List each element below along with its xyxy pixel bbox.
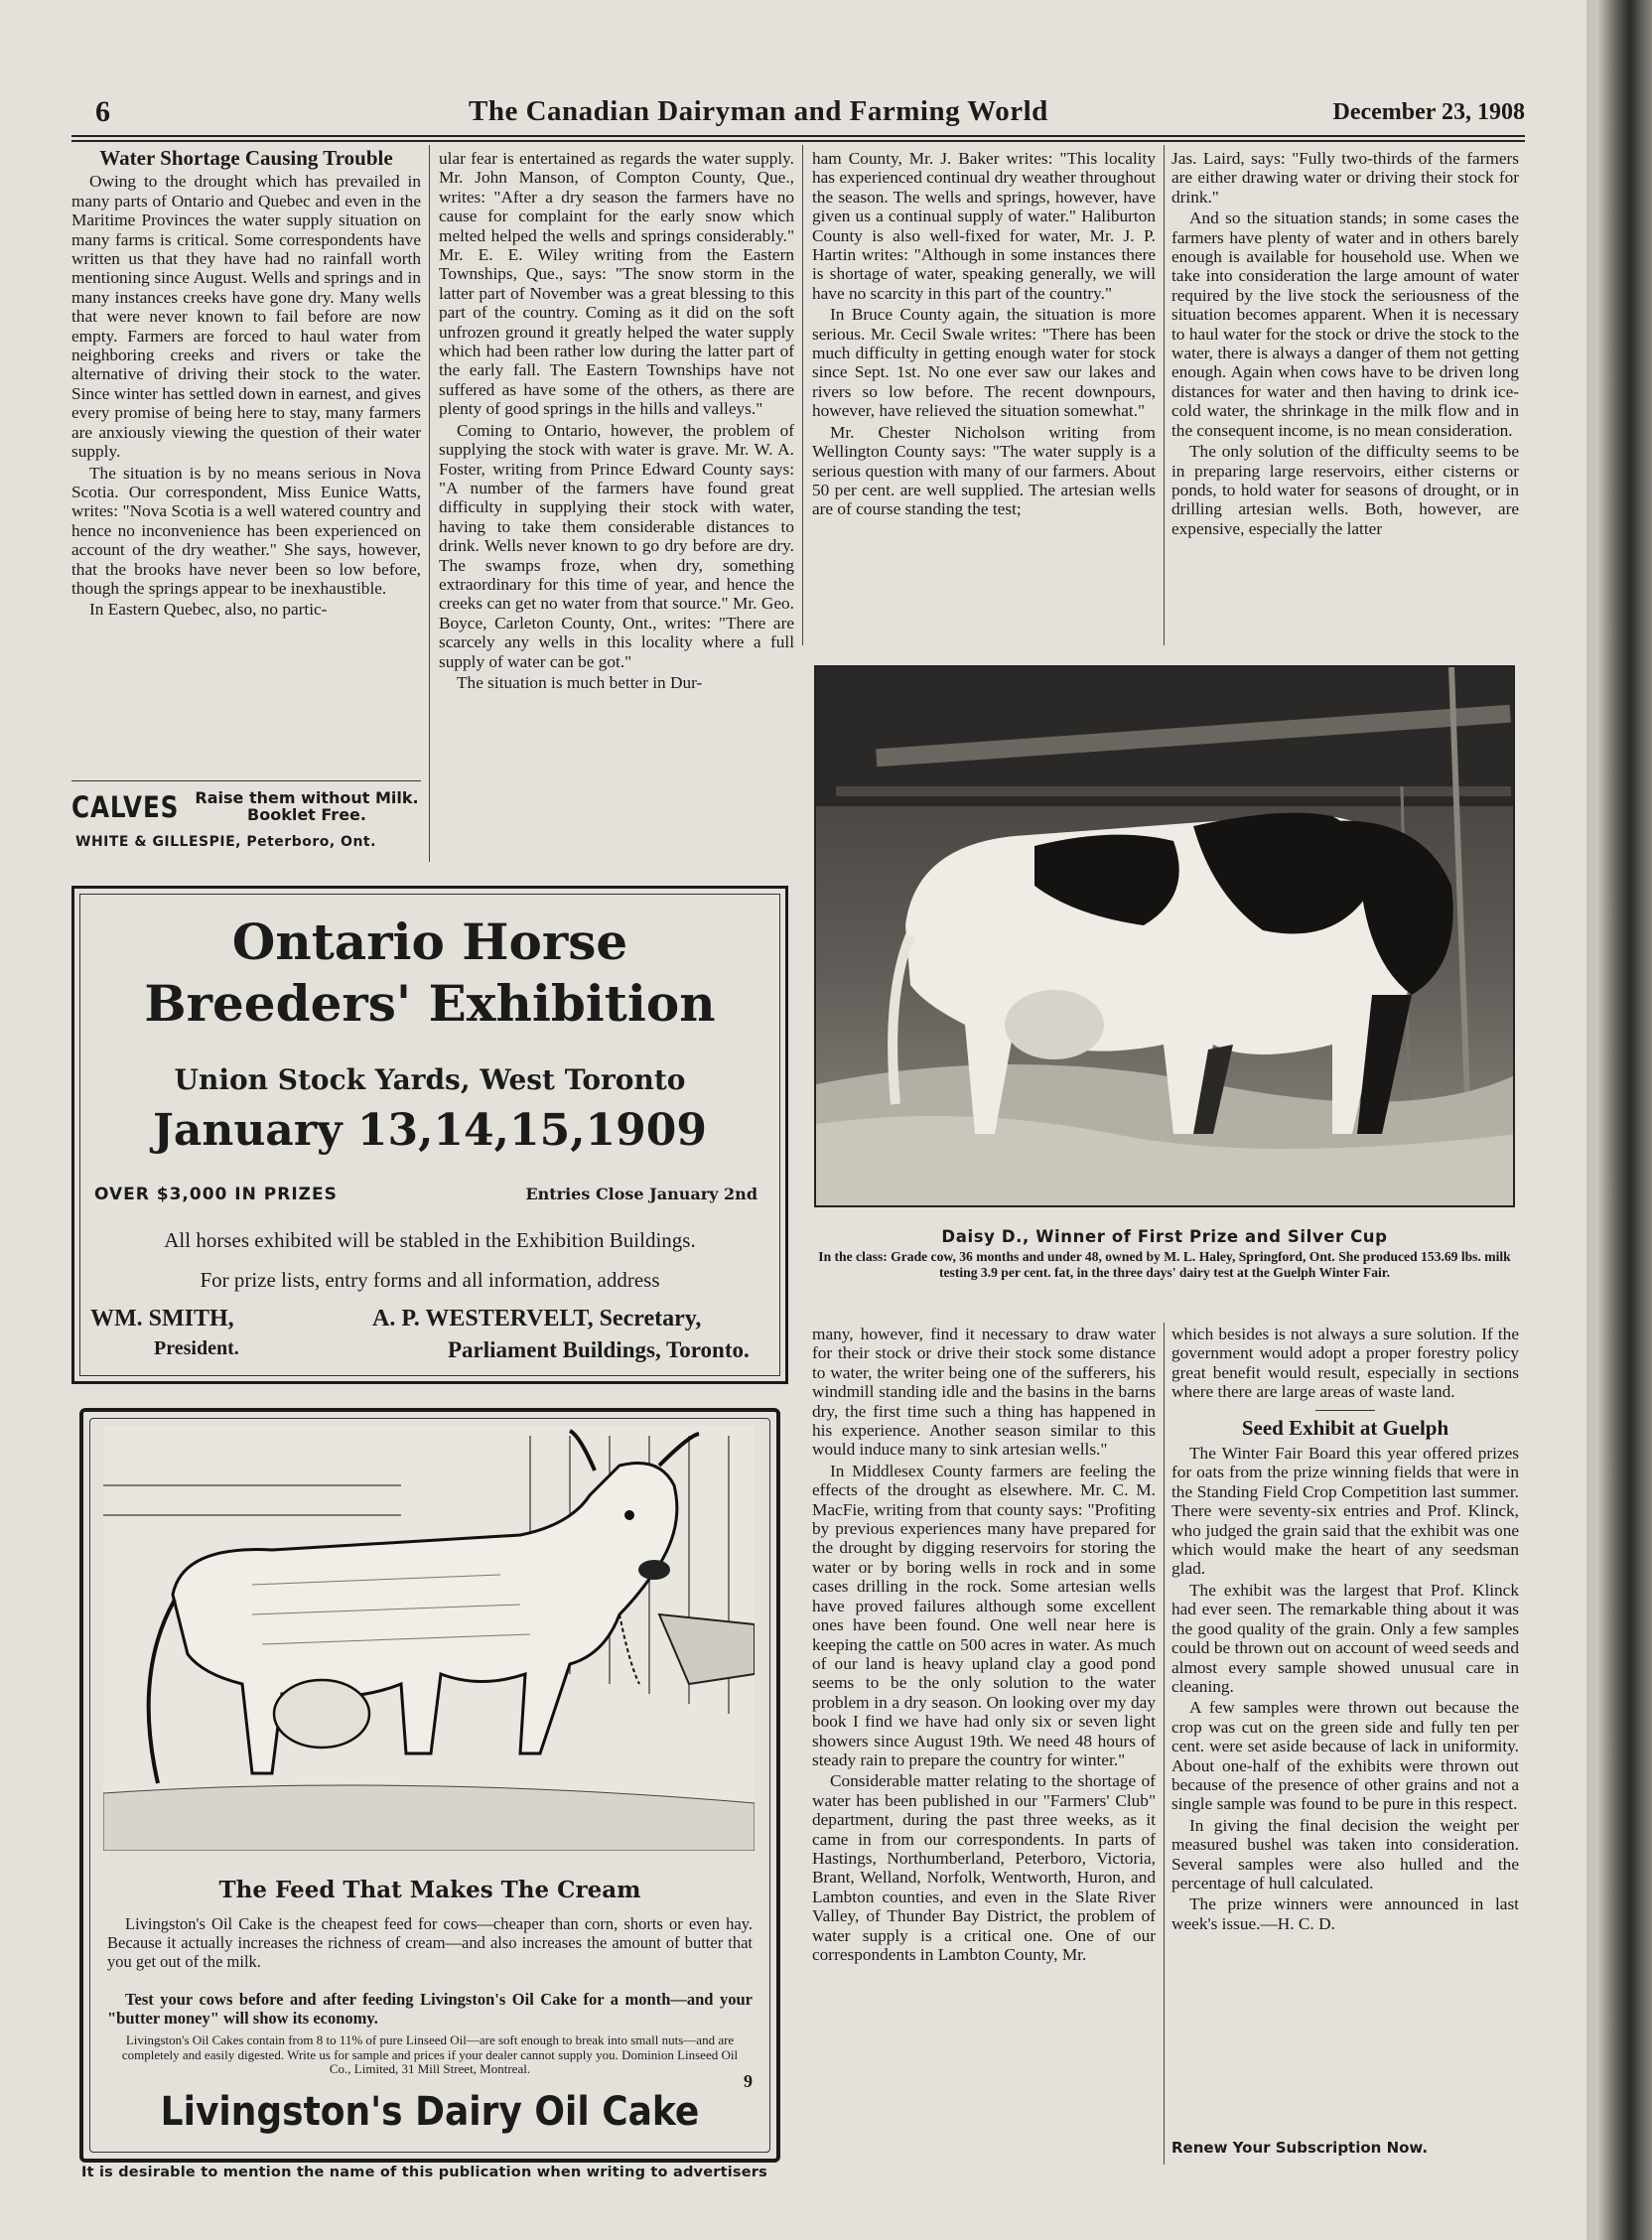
- divider: [71, 780, 421, 781]
- calves-address: WHITE & GILLESPIE, Peterboro, Ont.: [75, 834, 376, 850]
- column-rule: [1164, 145, 1165, 645]
- photo-caption-text: In the class: Grade cow, 36 months and under 48, owned by M. L. Haley, Springford, Ont. She produced 153.69 lbs. milk testing 3.9 per cent. fat, in the three days' dairy test at the Guelph Winter Fair.: [818, 1249, 1511, 1280]
- column-rule: [802, 145, 803, 645]
- column-rule: [429, 145, 430, 862]
- page-header: [95, 91, 1525, 131]
- article-headline: Water Shortage Causing Trouble: [99, 146, 393, 170]
- divider: [1315, 1410, 1375, 1411]
- livingston-oil-cake-ad: [79, 1408, 780, 2163]
- renew-subscription-note: Renew Your Subscription Now.: [1171, 2139, 1429, 2157]
- paragraph: Mr. Chester Nicholson writing from Wellington County says: "The water supply is a serious question with many of our farmers. About 50 per cent. are well supplied. The artesian wells are of course standing the test;: [812, 422, 1156, 519]
- calves-brand: CALVES: [71, 790, 180, 824]
- paragraph: many, however, find it necessary to draw water for their stock or drive their stock some distance to water, the writer being one of the sufferers, his windmill standing idle and the basins in the barns dry, the first time such a thing has happened in his experience. Another season similar to this would induce many to sink artesian wells.": [812, 1325, 1156, 1460]
- ad-stabled-note: All horses exhibited will be stabled in the Exhibition Buildings.: [164, 1228, 696, 1252]
- paragraph: Considerable matter relating to the shortage of water has been published in our "Farmers' Club" department, during the past three weeks, as it came in from our correspondents. In parts of Hastings, Northumberland, Peterboro, Victoria, Brant, Welland, Norfolk, Wentworth, Huron, and Lambton counties, and even in the Slate River Valley, of Thunder Bay District, the problem of water supply is a critical one. One of our correspondents in Lambton County, Mr.: [812, 1771, 1156, 1964]
- cow-photograph: [814, 665, 1515, 1207]
- cow-illustration: [103, 1426, 755, 1851]
- ad-number: 9: [744, 2071, 753, 2091]
- ad-paragraph-1: Livingston's Oil Cake is the cheapest feed for cows—cheaper than corn, shorts or even hay. Because it actually increases the richness of cream—and also increases the amount of butter that you get out of the milk.: [107, 1914, 753, 1971]
- article-column-3: [812, 149, 1156, 521]
- article-column-2: [439, 149, 794, 694]
- paragraph: In Eastern Quebec, also, no partic-: [89, 600, 328, 620]
- paragraph: The only solution of the difficulty seems to be in preparing large reservoirs, either cisterns or ponds, to hold water for seasons of drought, or in drilling artesian wells. Both, however, are expensive, especially the latter: [1171, 442, 1519, 538]
- ad-title-line-2: Breeders' Exhibition: [144, 974, 716, 1033]
- ad-secretary-name: A. P. WESTERVELT, Secretary,: [372, 1306, 702, 1331]
- ad-brand: Livingston's Dairy Oil Cake: [160, 2089, 700, 2135]
- ad-president-role: President.: [154, 1337, 239, 1359]
- ad-slogan: The Feed That Makes The Cream: [218, 1877, 641, 1903]
- article-column-4: [1171, 149, 1519, 540]
- paragraph: And so the situation stands; in some cases the farmers have plenty of water and in others barely enough is available for household use. When we take into consideration the large amount of water required by the live stock the seriousness of the situation becomes apparent. When it is necessary to haul water for the stock or drive the stock to the water, there is always a danger of them not getting enough. Again when cows have to be driven long distances for water and then having to drink ice-cold water, the shrinkage in the milk flow and in the consequent income, is no mean consideration.: [1171, 209, 1519, 440]
- header-rule: [71, 140, 1525, 142]
- photo-caption-title: Daisy D., Winner of First Prize and Silver Cup: [941, 1227, 1388, 1246]
- calves-tagline: Raise them without Milk. Booklet Free.: [195, 788, 419, 824]
- page-number: 6: [95, 95, 110, 128]
- paragraph: The situation is much better in Dur-: [457, 672, 703, 692]
- paragraph: A few samples were thrown out because the crop was cut on the green side and fully ten per cent. were set aside because of lack in uniformity. About one-half of the exhibits were thrown out because of the presence of other grains and not a single sample was found to be pure in this respect.: [1171, 1698, 1519, 1814]
- paragraph: Owing to the drought which has prevailed in many parts of Ontario and Quebec and even in the Maritime Provinces the water supply situation on many farms is critical. Some correspondents have written us that they have had no rainfall worth mentioning since August. Wells and springs and in many instances creeks have gone dry. Many wells that were never known to fail before are now empty. Farmers are forced to haul water from neighboring creeks and rivers or take the alternative of driving their stock to the water. Since winter has settled down in earnest, and gives every promise of being here to stay, many farmers are anxiously viewing the question of their water supply.: [71, 172, 421, 462]
- paragraph: The situation is by no means serious in Nova Scotia. Our correspondent, Miss Eunice Watts, writes: "Nova Scotia is a well watered country and hence no inconvenience has been experienced on account of the dry weather." She says, however, that the brooks have never been so low before, though the springs appear to be inexhaustible.: [71, 463, 421, 598]
- article-column-1: [71, 146, 421, 622]
- header-rule: [71, 135, 1525, 137]
- ad-secretary-address: Parliament Buildings, Toronto.: [448, 1337, 750, 1362]
- article-column-3-continued: [812, 1325, 1156, 1966]
- paragraph: The exhibit was the largest that Prof. Klinck had ever seen. The remarkable thing about it was the good quality of the grain. Only a few samples could be thrown out on account of weed seeds and almost every sample showed unusual care in cleaning.: [1171, 1580, 1519, 1696]
- ad-president-name: WM. SMITH,: [90, 1306, 234, 1331]
- calves-ad: [71, 784, 421, 860]
- paragraph: Coming to Ontario, however, the problem of supplying the stock with water is grave. Mr. W. A. Foster, writing from Prince Edward County says: "A number of the farmers have found great difficulty in supplying their stock with water, having to take them considerable distances to drink. Wells never known to go dry before are dry. The swamps froze, when dry, something extraordinary for this time of year, and hence the creeks can get no water from that source." Mr. Geo. Boyce, Carleton County, Ont., writes: "There are scarcely any wells in this locality where a full supply of water can be got.": [439, 420, 794, 671]
- advertiser-footnote: It is desirable to mention the name of this publication when writing to advertisers: [81, 2165, 767, 2180]
- ad-venue: Union Stock Yards, West Toronto: [174, 1063, 686, 1096]
- paragraph: In Bruce County again, the situation is more serious. Mr. Cecil Swale writes: "There has been much difficulty in getting enough water for stock since Sept. 1st. No one ever saw our lakes and rivers so low before. The recent downpours, however, have relieved the situation somewhat.": [812, 305, 1156, 421]
- issue-date: December 23, 1908: [1332, 99, 1525, 125]
- seed-exhibit-headline: Seed Exhibit at Guelph: [1241, 1415, 1449, 1440]
- ad-title-line-1: Ontario Horse: [231, 912, 628, 971]
- ad-fine-print: Livingston's Oil Cakes contain from 8 to 11% of pure Linseed Oil—are soft enough to break into small nuts—and are completely and easily digested. Write us for sample and prices if your dealer cannot supply you. Dominion Linseed Oil Co., Limited, 31 Mill Street, Montreal.: [121, 2032, 739, 2076]
- ad-info-note: For prize lists, entry forms and all information, address: [200, 1268, 660, 1292]
- paragraph: In Middlesex County farmers are feeling the effects of the drought as elsewhere. Mr. C. M. MacFie, writing from that county says: "Profiting by previous experiences many have prepared for the drought by digging reservoirs for storing the water or by boring wells in rock and in some cases drilling in the rock. Some artesian wells have proved failures although some excellent ones have been found. One well near here is keeping the cattle on 500 acres in water. As much of our land is heavy upland clay a good pond seems to be the only solution to the water problem in a dry season. On looking over my day book I find we have had only six or seven light showers since August 19th. We need 48 hours of steady rain to prepare the country for winter.": [812, 1461, 1156, 1769]
- ad-prizes: OVER $3,000 IN PRIZES: [94, 1185, 338, 1204]
- cow-photo-image: [816, 667, 1515, 1207]
- paragraph: Jas. Laird, says: "Fully two-thirds of the farmers are either drawing water or driving their stock for drink.": [1171, 149, 1519, 207]
- horse-exhibition-ad: [71, 886, 788, 1384]
- ad-dates: January 13,14,15,1909: [153, 1105, 707, 1156]
- paragraph: ular fear is entertained as regards the water supply. Mr. John Manson, of Compton County, Que., writes: "After a dry season the farmers have no cause for complaint for the early snow which melted helped the wells and springs considerably." Mr. E. E. Wiley writing from the Eastern Townships, Que., says: "The snow storm in the latter part of November was a great blessing to this part of the country. Coming as it did on the soft unfrozen ground it greatly helped the water supply which had been rather low during the latter part of the early fall. The Eastern Townships have not suffered as have some of the others, as there are plenty of good springs in the hills and valleys.": [439, 149, 794, 419]
- article-column-4-continued: [1171, 1325, 1519, 1935]
- column-rule: [1164, 1323, 1165, 2165]
- publication-title: The Canadian Dairyman and Farming World: [469, 95, 1048, 127]
- paragraph: which besides is not always a sure solution. If the government would adopt a proper forestry policy great benefit would result, especially in sections where there are large areas of waste land.: [1171, 1325, 1519, 1402]
- paragraph: In giving the final decision the weight per measured bushel was taken into consideration. Several samples were also hulled and the percentage of hull calculated.: [1171, 1815, 1519, 1892]
- paragraph: The Winter Fair Board this year offered prizes for oats from the prize winning fields that were in the Standing Field Crop Competition last summer. There were seventy-six entries and Prof. Klinck, who judged the grain said that the exhibit was one which would make the heart of any seedsman glad.: [1171, 1444, 1519, 1579]
- paragraph: ham County, Mr. J. Baker writes: "This locality has experienced continual dry weather throughout the season. The wells and springs, however, have given us a continual supply of water." Haliburton County is also well-fixed for water, Mr. J. P. Hartin writes: "Although in some instances there is shortage of water, speaking generally, we will have no scarcity in this part of the country.": [812, 149, 1156, 303]
- paragraph: The prize winners were announced in last week's issue.—H. C. D.: [1171, 1894, 1519, 1933]
- ad-paragraph-2: Test your cows before and after feeding Livingston's Oil Cake for a month—and your "butter money" will show its economy.: [107, 1990, 753, 2028]
- ad-entries-close: Entries Close January 2nd: [525, 1185, 757, 1203]
- binding-gutter: [1596, 0, 1652, 2240]
